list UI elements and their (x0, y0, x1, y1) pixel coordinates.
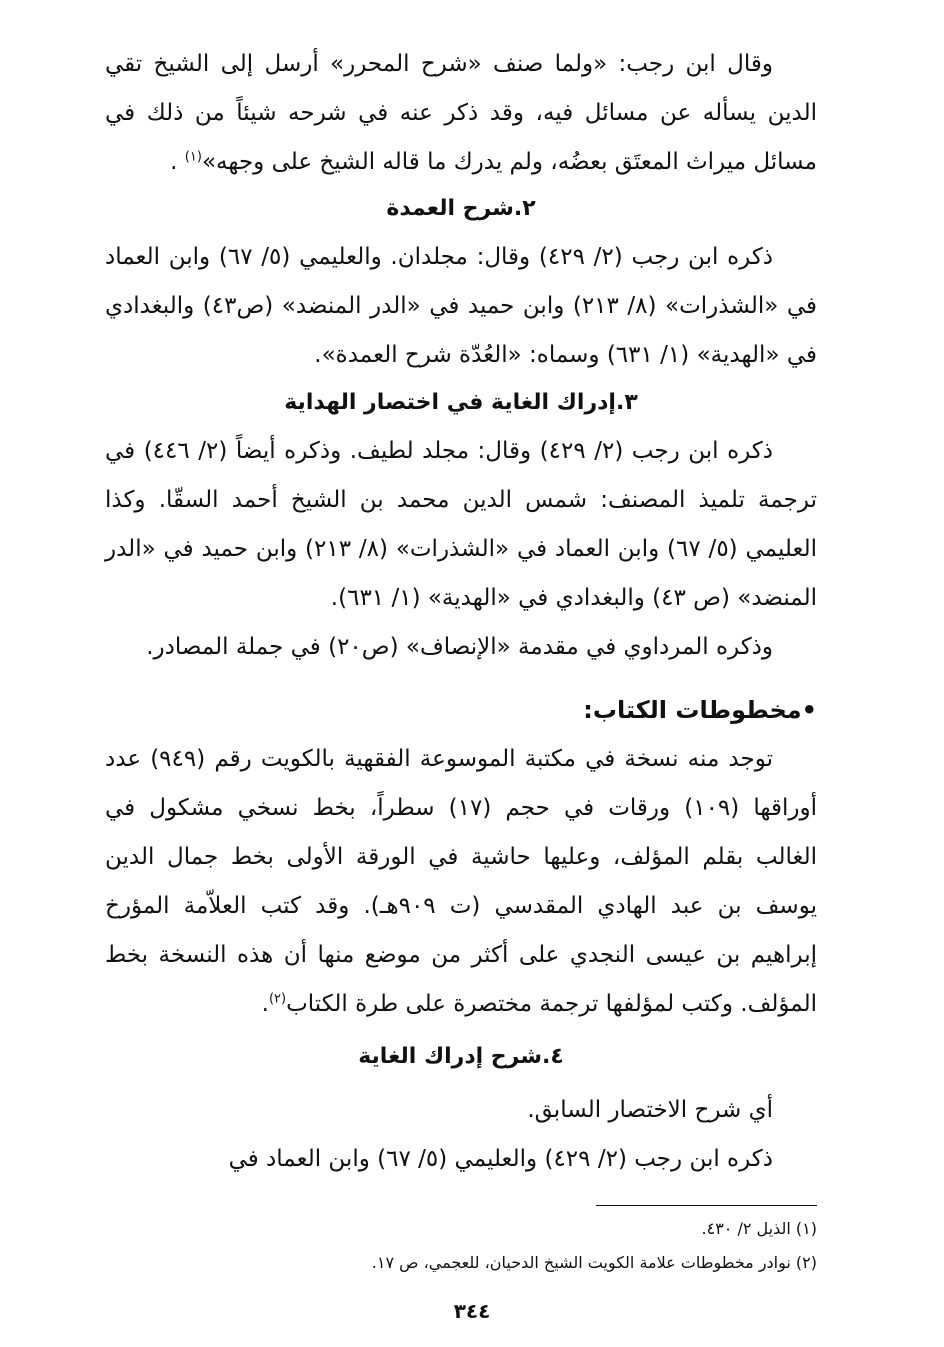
paragraph-sharh-idrak (105, 1086, 817, 1184)
paragraph-idrak-al-ghaya (105, 427, 817, 672)
paragraph-text: ذكره ابن رجب (٢/ ٤٢٩) وقال: مجلدان. والعليمي (٥/ ٦٧) وابن العماد في «الشذرات» (٨/ ٢١٣) وابن حميد في «الدر المنضد» (ص٤٣) والبغدادي في «الهدية» (١/ ٦٣١) وسماه: «العُدّة شرح العمدة». (105, 244, 817, 368)
section-heading-sharh-al-umda: ٢.شرح العمدة (386, 196, 536, 221)
section-heading-idrak-al-ghaya: ٣.إدراك الغاية في اختصار الهداية (284, 390, 638, 415)
paragraph-text: أي شرح الاختصار السابق. (527, 1097, 773, 1123)
paragraph-text: توجد منه نسخة في مكتبة الموسوعة الفقهية بالكويت رقم (٩٤٩) عدد أوراقها (١٠٩) ورقات في حجم (١٧) سطراً، بخط نسخي مشكول في الغالب بقلم المؤلف، وعليها حاشية في الورقة الأولى بخط جمال الدين يوسف بن عبد الهادي المقدسي (ت ٩٠٩هـ). وقد كتب العلاّمة المؤرخ إبراهيم بن عيسى النجدي على أكثر من موضع منها أن هذه النسخة بخط المؤلف. وكتب لمؤلفها ترجمة مختصرة على طرة الكتاب (105, 746, 817, 1017)
paragraph-ibn-rajab-quote: وقال ابن رجب: «ولما صنف «شرح المحرر» أرسل إلى الشيخ تقي الدين يسأله عن مسائل فيه، وقد ذكر عنه في شرحه شيئاً من ذلك في مسائل ميراث المعتَق بعضُه، ولم يدرك ما قاله الشيخ على وجهه»$^{(١)}$ . (105, 51, 817, 175)
footnote-ref-2: (٢) (268, 991, 287, 1007)
paragraph-text: وقال ابن رجب: «ولما صنف «شرح المحرر» أرسل إلى الشيخ تقي الدين يسأله عن مسائل فيه، وقد ذكر عنه في شرحه شيئاً من ذلك في مسائل ميراث المعتَق بعضُه، ولم يدرك ما قاله الشيخ على وجهه» (105, 51, 817, 175)
section-heading-sharh-idrak: ٤.شرح إدراك الغاية (358, 1044, 564, 1069)
paragraph-manuscripts: توجد منه نسخة في مكتبة الموسوعة الفقهية بالكويت رقم (٩٤٩) عدد أوراقها (١٠٩) ورقات في حجم (١٧) سطراً، بخط نسخي مشكول في الغالب بقلم المؤلف، وعليها حاشية في الورقة الأولى بخط جمال الدين يوسف بن عبد الهادي المقدسي (ت ٩٠٩هـ). وقد كتب العلاّمة المؤرخ إبراهيم بن عيسى النجدي على أكثر من موضع منها أن هذه النسخة بخط المؤلف. وكتب لمؤلفها ترجمة مختصرة على طرة الكتاب$^{(٢)}$. (105, 746, 817, 1017)
paragraph-sharh-al-umda (105, 233, 817, 380)
footnotes (105, 1212, 817, 1280)
footnote-1: (١) الذيل ٢/ ٤٣٠. (701, 1219, 817, 1238)
page-number: ٣٤٤ (453, 1299, 491, 1323)
paragraph-mardawi: وذكره المرداوي في مقدمة «الإنصاف» (ص٢٠) في جملة المصادر. (146, 634, 773, 660)
paragraph-text: ذكره ابن رجب (٢/ ٤٢٩) وقال: مجلد لطيف. وذكره أيضاً (٢/ ٤٤٦) في ترجمة تلميذ المصنف: شمس الدين محمد بن الشيخ أحمد السقّا. وكذا العليمي (٥/ ٦٧) وابن العماد في «الشذرات» (٨/ ٢١٣) وابن حميد في «الدر المنضد» (ص ٤٣) والبغدادي في «الهدية» (١/ ٦٣١). (105, 438, 817, 611)
footnote-divider (596, 1205, 817, 1206)
footnote-2: (٢) نوادر مخطوطات علامة الكويت الشيخ الدحيان، للعجمي، ص ١٧. (371, 1253, 817, 1272)
section-heading-manuscripts: •مخطوطات الكتاب: (583, 696, 817, 724)
footnote-ref-1: (١) (184, 149, 202, 165)
paragraph-text: ذكره ابن رجب (٢/ ٤٢٩) والعليمي (٥/ ٦٧) وابن العماد في (228, 1146, 773, 1172)
